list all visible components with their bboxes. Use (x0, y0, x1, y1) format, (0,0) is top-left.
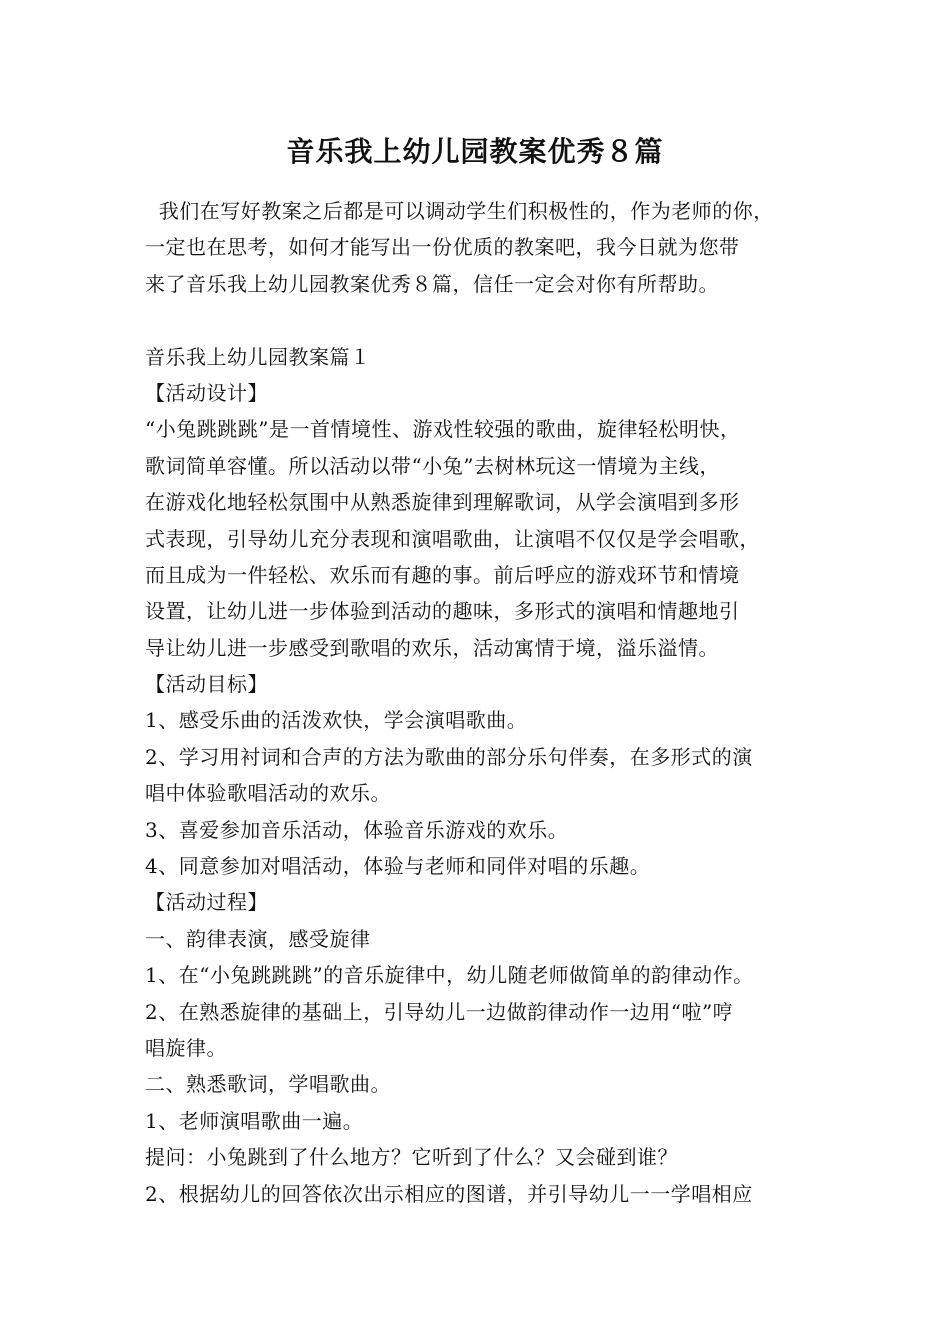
body-line: “小兔跳跳跳”是一首情境性、游戏性较强的歌曲，旋律轻松明快， (145, 417, 741, 442)
step-heading: 二、熟悉歌词，学唱歌曲。 (145, 1072, 391, 1097)
body-line: 导让幼儿进一步感受到歌唱的欢乐，活动寓情于境，溢乐溢情。 (145, 635, 719, 660)
step-heading: 一、韵律表演，感受旋律 (145, 926, 371, 951)
list-item-continued: 唱旋律。 (145, 1035, 227, 1060)
body-line: 设置，让幼儿进一步体验到活动的趣味，多形式的演唱和情趣地引 (145, 599, 740, 624)
subsection-heading: 【活动目标】 (145, 672, 268, 697)
list-item-continued: 唱中体验歌唱活动的欢乐。 (145, 781, 391, 806)
body-line: 式表现，引导幼儿充分表现和演唱歌曲，让演唱不仅仅是学会唱歌， (145, 526, 760, 551)
list-item: 3、喜爱参加音乐活动，体验音乐游戏的欢乐。 (145, 817, 569, 842)
body-line: 在游戏化地轻松氛围中从熟悉旋律到理解歌词，从学会演唱到多形 (145, 490, 740, 515)
list-item: 1、感受乐曲的活泼欢快，学会演唱歌曲。 (145, 708, 528, 733)
list-item: 4、同意参加对唱活动，体验与老师和同伴对唱的乐趣。 (145, 854, 651, 879)
subsection-heading: 【活动设计】 (145, 380, 268, 405)
list-item: 1、在“小兔跳跳跳”的音乐旋律中，幼儿随老师做简单的韵律动作。 (145, 963, 754, 988)
list-item: 2、在熟悉旋律的基础上，引导幼儿一边做韵律动作一边用“啦”哼 (145, 999, 734, 1024)
document-title: 音乐我上幼儿园教案优秀８篇 (286, 135, 664, 168)
intro-line: 一定也在思考，如何才能写出一份优质的教案吧，我今日就为您带 (145, 235, 740, 260)
document-body (145, 193, 815, 1212)
paragraph-gap (145, 302, 815, 338)
body-line: 提问：小兔跳到了什么地方？它听到了什么？又会碰到谁？ (145, 1145, 678, 1170)
body-line: 而且成为一件轻松、欢乐而有趣的事。前后呼应的游戏环节和情境 (145, 562, 740, 587)
body-line: 歌词简单容懂。所以活动以带“小兔”去树林玩这一情境为主线， (145, 453, 720, 478)
section-heading: 音乐我上幼儿园教案篇１ (145, 344, 371, 369)
subsection-heading: 【活动过程】 (145, 890, 268, 915)
list-item: 1、老师演唱歌曲一遍。 (145, 1108, 364, 1133)
intro-line: 来了音乐我上幼儿园教案优秀８篇，信任一定会对你有所帮助。 (145, 271, 719, 296)
list-item: 2、根据幼儿的回答依次出示相应的图谱，并引导幼儿一一学唱相应 (145, 1181, 753, 1206)
intro-line: 我们在写好教案之后都是可以调动学生们积极性的，作为老师的你， (145, 199, 774, 223)
list-item: 2、学习用衬词和合声的方法为歌曲的部分乐句伴奏，在多形式的演 (145, 744, 753, 769)
